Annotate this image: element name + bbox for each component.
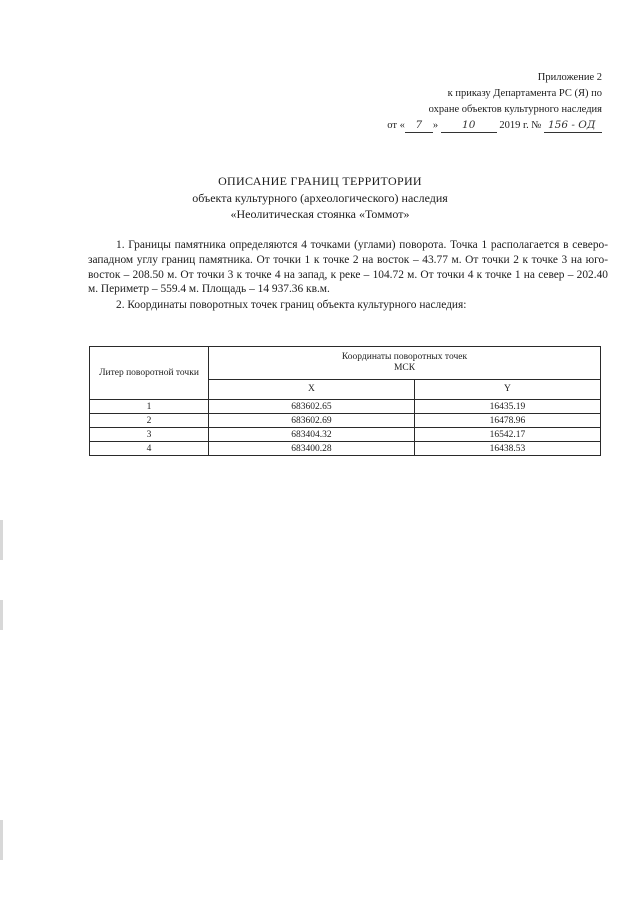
cell-x: 683602.69	[209, 414, 415, 428]
cell-x: 683602.65	[209, 400, 415, 414]
cell-point: 3	[90, 428, 209, 442]
column-header-x: X	[209, 379, 415, 399]
document-title-block	[0, 172, 640, 222]
table-row	[90, 400, 601, 414]
date-mid: »	[432, 120, 439, 131]
date-prefix: от «	[387, 120, 405, 131]
cell-point: 2	[90, 414, 209, 428]
appendix-header	[362, 70, 602, 134]
cell-x: 683404.32	[209, 428, 415, 442]
handwritten-order-number: 156 - ОД	[544, 119, 602, 133]
cell-y: 16435.19	[414, 400, 600, 414]
table-row	[90, 428, 601, 442]
appendix-title: Приложение 2	[537, 72, 602, 83]
scan-mark	[0, 820, 3, 860]
appendix-order-line: к приказу Департамента РС (Я) по	[447, 88, 602, 99]
cell-point: 1	[90, 400, 209, 414]
document-subtitle: объекта культурного (археологического) наследия	[192, 191, 448, 205]
cell-y: 16478.96	[414, 414, 600, 428]
handwritten-month: 10	[441, 119, 497, 133]
document-title: ОПИСАНИЕ ГРАНИЦ ТЕРРИТОРИИ	[218, 174, 422, 188]
handwritten-day: 7	[405, 119, 433, 133]
object-name: «Неолитическая стоянка «Томмот»	[230, 207, 410, 221]
column-header-y: Y	[414, 379, 600, 399]
appendix-date-line	[362, 118, 602, 134]
coordinates-intro-paragraph: 2. Координаты поворотных точек границ объекта культурного наследия:	[116, 299, 467, 312]
appendix-department-line: охране объектов культурного наследия	[428, 104, 602, 115]
scan-mark	[0, 520, 3, 560]
column-header-point: Литер поворотной точки	[90, 347, 209, 400]
column-header-coordinates	[209, 347, 601, 380]
cell-y: 16542.17	[414, 428, 600, 442]
column-header-system: МСК	[393, 362, 416, 373]
cell-y: 16438.53	[414, 442, 600, 456]
column-header-coordinates-label: Координаты поворотных точек	[341, 351, 468, 362]
coordinates-table	[89, 346, 601, 456]
cell-x: 683400.28	[209, 442, 415, 456]
table-row	[90, 414, 601, 428]
table-header-row	[90, 347, 601, 380]
table-row	[90, 442, 601, 456]
cell-point: 4	[90, 442, 209, 456]
boundary-description-paragraph: 1. Границы памятника определяются 4 точками (углами) поворота. Точка 1 располагается в северо-западном углу границ памятника. От точки 1 к точке 2 на восток – 43.77 м. От точки 2 к точке 3 на юго-восток – 208.50 м. От точки 3 к точке 4 на запад, к реке – 104.72 м. От точки 4 к точке 1 на север – 202.40 м. Периметр – 559.4 м. Площадь – 14 937.36 кв.м.	[88, 239, 608, 296]
document-body	[88, 238, 608, 313]
scan-mark	[0, 600, 3, 630]
date-year: 2019 г. №	[499, 120, 542, 131]
